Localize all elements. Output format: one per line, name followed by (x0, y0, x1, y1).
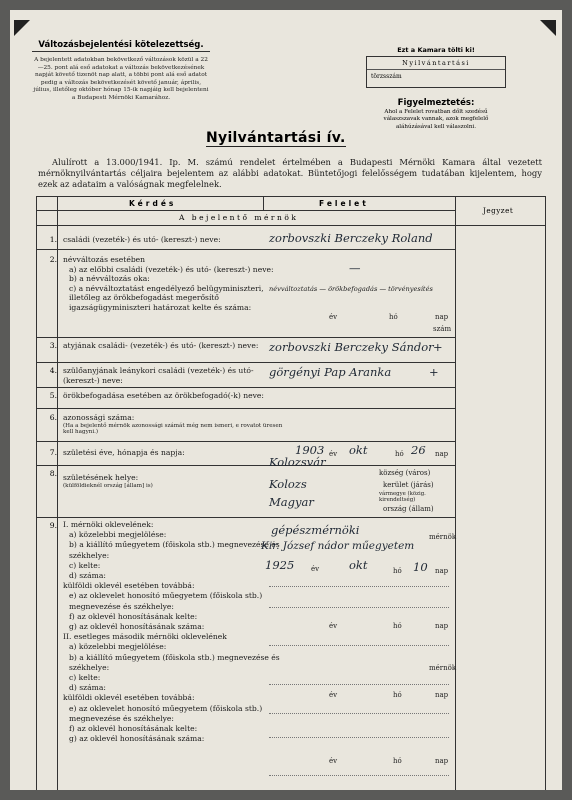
row-divider (37, 337, 455, 338)
section-header: A bejelentő mérnök (179, 213, 299, 222)
form-table (36, 196, 546, 790)
answer-father: zorbovszki Berczeky Sándor (269, 340, 434, 354)
diploma-line: külföldi oklevél esetében továbbá: (63, 693, 195, 703)
label-year: év (311, 565, 320, 573)
form-sheet (10, 10, 562, 790)
answer-line (269, 775, 449, 776)
row-divider (37, 465, 455, 466)
answer-line (269, 645, 449, 646)
question-family-name: családi (vezeték-) és utó- (kereszt-) neve: (63, 235, 221, 244)
label-year: év (329, 313, 338, 321)
row-divider (37, 249, 455, 250)
question-mother: szülőanyjának leánykori családi (vezeték-) és utó- (kereszt-) neve: (63, 366, 254, 385)
label-year: év (329, 691, 338, 699)
question-birth-place (63, 473, 289, 489)
corner-mark (14, 20, 30, 36)
label-country: ország (állam) (383, 505, 434, 513)
answer-line (269, 713, 449, 714)
answer-mother: görgényi Pap Aranka (269, 365, 392, 379)
row-divider (37, 387, 455, 388)
register-number-label: törzsszám (371, 73, 402, 80)
birth-country: Magyar (269, 495, 314, 509)
birth-place-label: születésének helye: (63, 473, 139, 482)
row-divider (37, 362, 455, 363)
answer-line (269, 684, 449, 685)
diploma-line: b) a kiállító műegyetem (főiskola stb.) megnevezése és székhelye: (69, 540, 280, 560)
diploma-line: f) az oklevél honosításának kelte: (69, 611, 198, 621)
diploma-line: d) száma: (69, 683, 106, 693)
intro-paragraph: Alulírott a 13.000/1941. Ip. M. számú rendelet értelmében a Budapesti Mérnöki Kamara által vezetett mérnöknyilvántartás céljaira bejelentem az alábbi adatokat. Büntetőjogi felelősségem tudatában kijelentem, hogy ezek az adataim a valóságnak megfelelnek. (38, 157, 542, 189)
document-title: Nyilvántartási ív. (206, 130, 346, 146)
row-number: 9. (49, 521, 57, 530)
row-number: 7. (49, 448, 57, 457)
label-month: hó (395, 450, 404, 458)
label-day: nap (435, 313, 449, 321)
change-notice-box (32, 40, 210, 103)
label-day: nap (435, 691, 449, 699)
label-month: hó (393, 567, 402, 575)
diploma-line: g) az oklevél honosításának száma: (69, 734, 205, 744)
name-change-a: a) az előbbi családi (vezeték-) és utó- (kereszt-) neve: (69, 264, 274, 274)
label-year: év (329, 622, 338, 630)
diploma-line: d) száma: (69, 571, 106, 581)
diploma-line: e) az oklevelet honosító műegyetem (főiskola stb.) megnevezése és székhelye: (69, 591, 263, 611)
id-number-label: azonossági száma: (63, 413, 135, 422)
birth-place-note: (külföldieknél ország [állam] is) (63, 482, 153, 489)
birth-county: Kolozs (269, 477, 307, 491)
office-box (366, 46, 506, 131)
diploma-year: 1925 (265, 558, 295, 572)
diploma-line: a) közelebbi megjelölése: (69, 530, 167, 540)
label-engineer: mérnök (429, 664, 457, 672)
corner-mark (540, 20, 556, 36)
row-number: 4. (49, 366, 57, 375)
label-day: nap (435, 757, 449, 765)
label-month: hó (393, 757, 402, 765)
question-adoption: örökbefogadása esetében az örökbefogadó(-k) neve: (63, 391, 264, 400)
column-divider (263, 197, 264, 210)
diploma-day: 10 (413, 560, 428, 574)
label-engineer: mérnök (429, 533, 457, 541)
deceased-mark: + (429, 365, 439, 379)
note-header: Jegyzet (483, 206, 514, 215)
diploma-line: e) az oklevelet honosító műegyetem (főiskola stb.) megnevezése és székhelye: (69, 703, 263, 723)
row-divider (37, 517, 455, 518)
label-month: hó (393, 622, 402, 630)
label-month: hó (393, 691, 402, 699)
register-title: Nyilvántartási (367, 57, 505, 70)
row-number: 6. (49, 413, 57, 422)
answer-dash: — (349, 261, 361, 275)
label-month: hó (389, 313, 398, 321)
notice-title: Változásbejelentési kötelezettség. (32, 40, 210, 52)
diploma-line: c) kelte: (69, 673, 101, 683)
diploma-month: okt (349, 558, 368, 572)
name-change-options: névváltoztatás — örökbefogadás — törvényesítés (269, 285, 433, 293)
diploma-degree: gépészmérnöki (271, 523, 360, 537)
warning-title: Figyelmeztetés: (397, 98, 475, 108)
label-district: kerület (járás) (383, 481, 434, 489)
diploma-line: II. esetleges második mérnöki oklevelének (63, 632, 227, 642)
label-year: év (329, 450, 338, 458)
warning-body: Ahol a Felelet rovatban dőlt szedésű válaszszavak vannak, azok megfelelő aláhúzásával kell válaszolni. (383, 109, 489, 130)
label-year: év (329, 757, 338, 765)
answer-line (269, 586, 449, 587)
name-change-b: b) a névváltozás oka: (69, 274, 150, 284)
answer-line (269, 607, 449, 608)
diploma-line: a) közelebbi megjelölése: (69, 642, 167, 652)
answer-name: zorbovszki Berczeky Roland (269, 231, 433, 245)
question-id-number (63, 413, 289, 436)
label-day: nap (435, 450, 449, 458)
question-father: atyjának családi- (vezeték-) és utó- (kereszt-) neve: (63, 341, 259, 350)
question-birth-date: születési éve, hónapja és napja: (63, 448, 185, 457)
name-change-heading: névváltozás esetében (63, 255, 146, 264)
question-header: Kérdés (129, 199, 177, 208)
diploma-line: g) az oklevél honosításának száma: (69, 622, 205, 632)
row-number: 5. (49, 391, 57, 400)
birth-year: 1903 (295, 443, 325, 457)
column-divider (57, 197, 58, 790)
diploma-line: külföldi oklevél esetében továbbá: (63, 581, 195, 591)
diploma-line: b) a kiállító műegyetem (főiskola stb.) megnevezése és székhelye: (69, 652, 280, 672)
label-day: nap (435, 567, 449, 575)
row-divider (37, 441, 455, 442)
row-number: 8. (49, 469, 57, 478)
office-caption: Ezt a Kamara tölti ki! (397, 46, 475, 54)
birth-town: Kolozsvár (269, 455, 326, 469)
birth-month: okt (349, 443, 368, 457)
row-divider (37, 225, 545, 226)
id-number-note: (Ha a bejelentő mérnök azonossági számát még nem ismeri, e rovatot üresen kell hagyni.) (63, 422, 283, 436)
diploma-line: f) az oklevél honosításának kelte: (69, 724, 198, 734)
diploma-line: c) kelte: (69, 560, 101, 570)
name-change-c: c) a névváltoztatást engedélyező belügyminiszteri, illetőleg az örökbefogadást megerősítő igazságügyminiszteri határozat kelte és száma: (69, 283, 264, 312)
diploma-university: Kir. József nádor műegyetem (261, 540, 415, 552)
diploma-line: I. mérnöki oklevelének: (63, 520, 154, 529)
notice-body: A bejelentett adatokban bekövetkező változások közül a 22—25. pont alá eső adatokat a változás bekövetkezésének napját követő tizenöt nap alatt, a többi pont alá eső adatot pedig a változás bekövetkezését követő január, április, július, illetőleg október hónap 15-ik napjáig kell bejelenteni a Budapesti Mérnöki Kamarához. (33, 57, 209, 101)
question-diplomas (63, 520, 289, 744)
row-divider (37, 408, 455, 409)
label-county: vármegye (közig. kirendeltség) (379, 491, 426, 504)
question-name-change (63, 255, 289, 313)
deceased-mark: + (433, 340, 443, 354)
label-town: község (város) (379, 469, 431, 477)
column-divider (455, 197, 456, 790)
birth-day: 26 (411, 443, 426, 457)
row-number: 1. (49, 235, 57, 244)
register-box (366, 56, 506, 88)
answer-line (269, 737, 449, 738)
label-day: nap (435, 622, 449, 630)
row-number: 2. (49, 255, 57, 264)
row-number: 3. (49, 341, 57, 350)
label-number: szám (433, 325, 452, 333)
answer-header: Felelet (319, 199, 369, 208)
row-divider (37, 210, 455, 211)
